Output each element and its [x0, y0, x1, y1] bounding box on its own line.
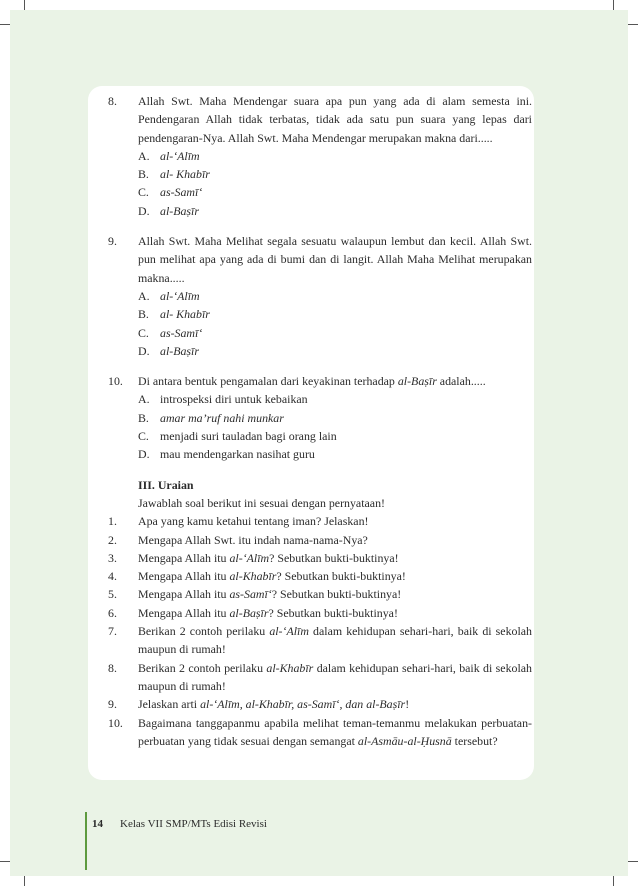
essay-question: [108, 659, 532, 696]
option-b: [138, 165, 532, 183]
section-heading-row: [108, 476, 532, 513]
question-number: 8.: [108, 94, 117, 108]
question-text-part: ? Sebutkan bukti-buktinya!: [276, 569, 406, 584]
crop-mark: [613, 876, 614, 886]
question-term: al-Baṣīr: [397, 374, 437, 389]
question-text: [138, 604, 532, 622]
question-text-part: Berikan 2 contoh perilaku: [138, 624, 270, 639]
question-text: [138, 695, 532, 713]
option-a: [138, 287, 532, 305]
question-text-part: tersebut?: [451, 733, 498, 748]
option-d: [138, 445, 532, 463]
question-number: 4.: [108, 569, 117, 584]
crop-mark: [628, 861, 638, 862]
essay-question-list: [108, 512, 532, 750]
question-text-part: ? Sebutkan bukti-buktinya!: [268, 605, 398, 620]
question-number: 1.: [108, 514, 117, 529]
question-term: as-Samī‘: [229, 587, 272, 602]
essay-question: [108, 585, 532, 603]
option-letter: C.: [138, 429, 149, 444]
crop-mark: [24, 0, 25, 10]
question-text-part: dalam kehidupan sehari-hari, baik di sekolah maupun di rumah!: [138, 660, 533, 693]
essay-question: [108, 604, 532, 622]
question-number: 8.: [108, 660, 117, 675]
essay-question: [108, 622, 532, 659]
question-9: [108, 232, 532, 360]
question-term: al-Khabīr: [229, 569, 277, 584]
question-text: [138, 567, 532, 585]
question-text-part: adalah.....: [436, 374, 486, 389]
section-instruction: Jawablah soal berikut ini sesuai dengan pernyataan!: [138, 495, 385, 510]
option-a: [138, 147, 532, 165]
option-text: introspeksi diri untuk kebaikan: [160, 392, 308, 407]
option-text: as-Samī‘: [160, 325, 203, 340]
question-term: al-Khabīr: [266, 660, 314, 675]
footer-divider: [85, 812, 87, 870]
crop-mark: [0, 24, 10, 25]
question-term: al-‘Alīm: [229, 550, 270, 565]
question-text: [138, 622, 532, 659]
option-c: [138, 427, 532, 445]
option-letter: B.: [138, 410, 149, 425]
question-text-part: dalam kehidupan sehari-hari, baik di sekolah maupun di rumah!: [138, 624, 532, 657]
option-text: mau mendengarkan nasihat guru: [160, 447, 315, 462]
question-text-part: Bagaimana tanggapanmu apabila melihat teman-temanmu melakukan perbuatan-perbuatan yang tidak sesuai dengan semangat: [138, 715, 532, 748]
crop-mark: [24, 876, 25, 886]
option-letter: A.: [138, 148, 150, 163]
option-text: al-Baṣīr: [160, 343, 199, 358]
question-content: [108, 92, 532, 750]
question-term: al-‘Alīm: [269, 624, 309, 639]
essay-question: [108, 549, 532, 567]
question-text-part: Mengapa Allah itu: [138, 569, 230, 584]
option-text: amar ma’ruf nahi munkar: [160, 410, 284, 425]
question-number: 3.: [108, 550, 117, 565]
question-text-part: Mengapa Allah Swt. itu indah nama-nama-Nya?: [138, 532, 368, 547]
option-letter: C.: [138, 325, 149, 340]
option-text: as-Samī‘: [160, 185, 203, 200]
question-number: 2.: [108, 532, 117, 547]
option-letter: D.: [138, 447, 150, 462]
question-number: 7.: [108, 624, 117, 639]
question-text: [138, 372, 532, 390]
question-text: [138, 531, 532, 549]
option-letter: B.: [138, 307, 149, 322]
option-c: [138, 183, 532, 201]
question-text: [138, 549, 532, 567]
option-text: menjadi suri tauladan bagi orang lain: [160, 429, 337, 444]
option-text: al-Baṣīr: [160, 203, 199, 218]
question-text-part: Apa yang kamu ketahui tentang iman? Jelaskan!: [138, 514, 369, 529]
question-text: [138, 585, 532, 603]
option-letter: C.: [138, 185, 149, 200]
question-text: [138, 714, 532, 751]
option-letter: D.: [138, 343, 150, 358]
question-text-part: Mengapa Allah itu: [138, 605, 230, 620]
option-text: al-‘Alīm: [160, 148, 200, 163]
crop-mark: [628, 24, 638, 25]
question-text-part: Di antara bentuk pengamalan dari keyakinan terhadap: [138, 374, 398, 389]
option-d: [138, 342, 532, 360]
question-number: 9.: [108, 697, 117, 712]
question-term: al-‘Alīm, al-Khabīr, as-Samī‘, dan al-Baṣīr: [200, 697, 406, 712]
option-a: [138, 390, 532, 408]
essay-question: [108, 531, 532, 549]
question-number: 10.: [108, 715, 123, 730]
question-number: 5.: [108, 587, 117, 602]
question-text: Allah Swt. Maha Mendengar suara apa pun yang ada di alam semesta ini. Pendengaran Allah tidak terbatas, tidak ada satu pun suara yang lepas dari pendengaran-Nya. Allah Swt. Maha Mendengar merupakan makna dari.....: [138, 94, 532, 145]
crop-mark: [0, 861, 10, 862]
question-text-part: ? Sebutkan bukti-buktinya!: [271, 587, 402, 602]
question-text-part: Mengapa Allah itu: [138, 550, 230, 565]
option-text: al-‘Alīm: [160, 288, 200, 303]
section-heading: III. Uraian: [138, 477, 194, 492]
essay-question: [108, 567, 532, 585]
question-10: [108, 372, 532, 463]
option-c: [138, 324, 532, 342]
page-number: 14: [92, 818, 103, 830]
option-letter: D.: [138, 203, 150, 218]
question-text-part: ? Sebutkan bukti-buktinya!: [269, 550, 399, 565]
question-text-part: !: [405, 697, 410, 712]
question-text-part: Mengapa Allah itu: [138, 587, 230, 602]
option-letter: B.: [138, 167, 149, 182]
option-d: [138, 202, 532, 220]
question-text: [138, 659, 532, 696]
option-text: al- Khabīr: [160, 167, 210, 182]
question-text-part: Jelaskan arti: [138, 697, 201, 712]
essay-question: [108, 714, 532, 751]
option-b: [138, 305, 532, 323]
crop-mark: [613, 0, 614, 10]
question-text-part: Berikan 2 contoh perilaku: [138, 660, 267, 675]
question-text: [138, 512, 532, 530]
question-term: al-Baṣīr: [229, 605, 269, 620]
question-number: 10.: [108, 374, 123, 389]
essay-question: [108, 695, 532, 713]
question-8: [108, 92, 532, 220]
option-b: [138, 409, 532, 427]
option-letter: A.: [138, 392, 150, 407]
question-number: 6.: [108, 605, 117, 620]
question-number: 9.: [108, 234, 117, 249]
essay-question: [108, 512, 532, 530]
option-text: al- Khabīr: [160, 307, 210, 322]
option-letter: A.: [138, 288, 150, 303]
question-term: al-Asmāu-al-Ḥusnā: [357, 733, 452, 748]
book-title: Kelas VII SMP/MTs Edisi Revisi: [120, 818, 267, 830]
question-text: Allah Swt. Maha Melihat segala sesuatu walaupun lembut dan kecil. Allah Swt. pun melihat apa yang ada di bumi dan di langit. Allah Maha Melihat merupakan makna.....: [138, 234, 532, 285]
